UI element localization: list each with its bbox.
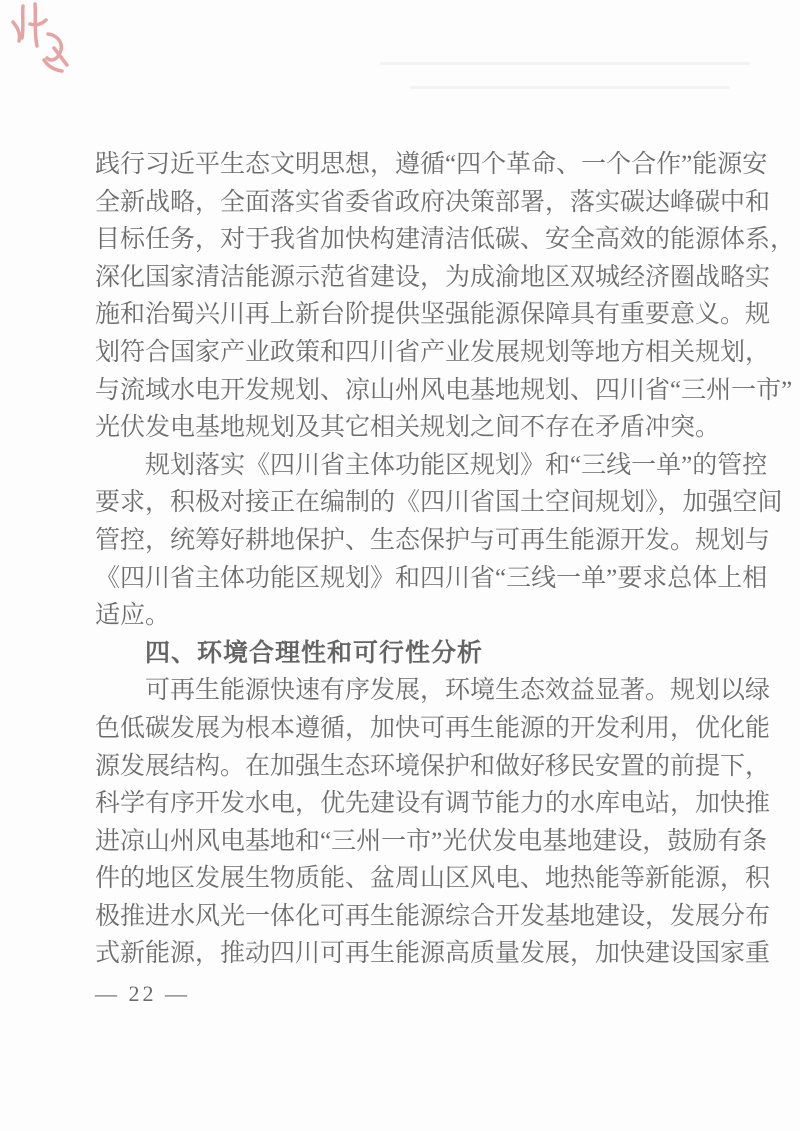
text-line: 色低碳发展为根本遵循，加快可再生能源的开发利用，优化能	[95, 714, 771, 742]
section-heading: 四、环境合理性和可行性分析	[145, 638, 484, 667]
text-line: 全新战略，全面落实省委省政府决策部署，落实碳达峰碳中和	[95, 188, 771, 216]
text-line: 件的地区发展生物质能、盆周山区风电、地热能等新能源，积	[95, 865, 771, 893]
scan-artifact	[410, 86, 730, 89]
text-line: 进凉山州风电基地和“三州一市”光伏发电基地建设，鼓励有条	[95, 827, 768, 855]
text-line: 施和治蜀兴川再上新台阶提供坚强能源保障具有重要意义。规	[95, 301, 771, 329]
text-line: 管控，统筹好耕地保护、生态保护与可再生能源开发。规划与	[95, 526, 771, 554]
scan-artifact	[380, 62, 750, 65]
text-line: 科学有序开发水电，优先建设有调节能力的水库电站，加快推	[95, 790, 771, 818]
text-line: 《四川省主体功能区规划》和四川省“三线一单”要求总体上相	[95, 564, 768, 592]
document-body	[95, 146, 796, 973]
text-line: 极推进水风光一体化可再生能源综合开发基地建设，发展分布	[95, 902, 771, 930]
text-line: 深化国家清洁能源示范省建设，为成渝地区双城经济圈战略实	[95, 263, 771, 291]
text-line: 源发展结构。在加强生态环境保护和做好移民安置的前提下，	[95, 752, 771, 780]
page-number: — 22 —	[95, 981, 190, 1006]
text-line: 规划落实《四川省主体功能区规划》和“三线一单”的管控	[145, 451, 768, 479]
text-line: 光伏发电基地规划及其它相关规划之间不存在矛盾冲突。	[95, 414, 721, 442]
red-ink-marks-icon	[4, 0, 99, 95]
text-line: 要求，积极对接正在编制的《四川省国土空间规划》，加强空间	[95, 489, 783, 517]
text-line: 可再生能源快速有序发展，环境生态效益显著。规划以绿	[145, 677, 771, 705]
text-line: 践行习近平生态文明思想，遵循“四个革命、一个合作”能源安	[95, 151, 768, 178]
text-line: 划符合国家产业政策和四川省产业发展规划等地方相关规划，	[95, 338, 771, 366]
text-line: 目标任务，对于我省加快构建清洁低碳、安全高效的能源体系，	[95, 226, 796, 254]
text-line: 与流域水电开发规划、凉山州风电基地规划、四川省“三州一市”	[95, 376, 793, 404]
text-line: 式新能源，推动四川可再生能源高质量发展，加快建设国家重	[95, 940, 771, 968]
text-line: 适应。	[95, 602, 171, 630]
